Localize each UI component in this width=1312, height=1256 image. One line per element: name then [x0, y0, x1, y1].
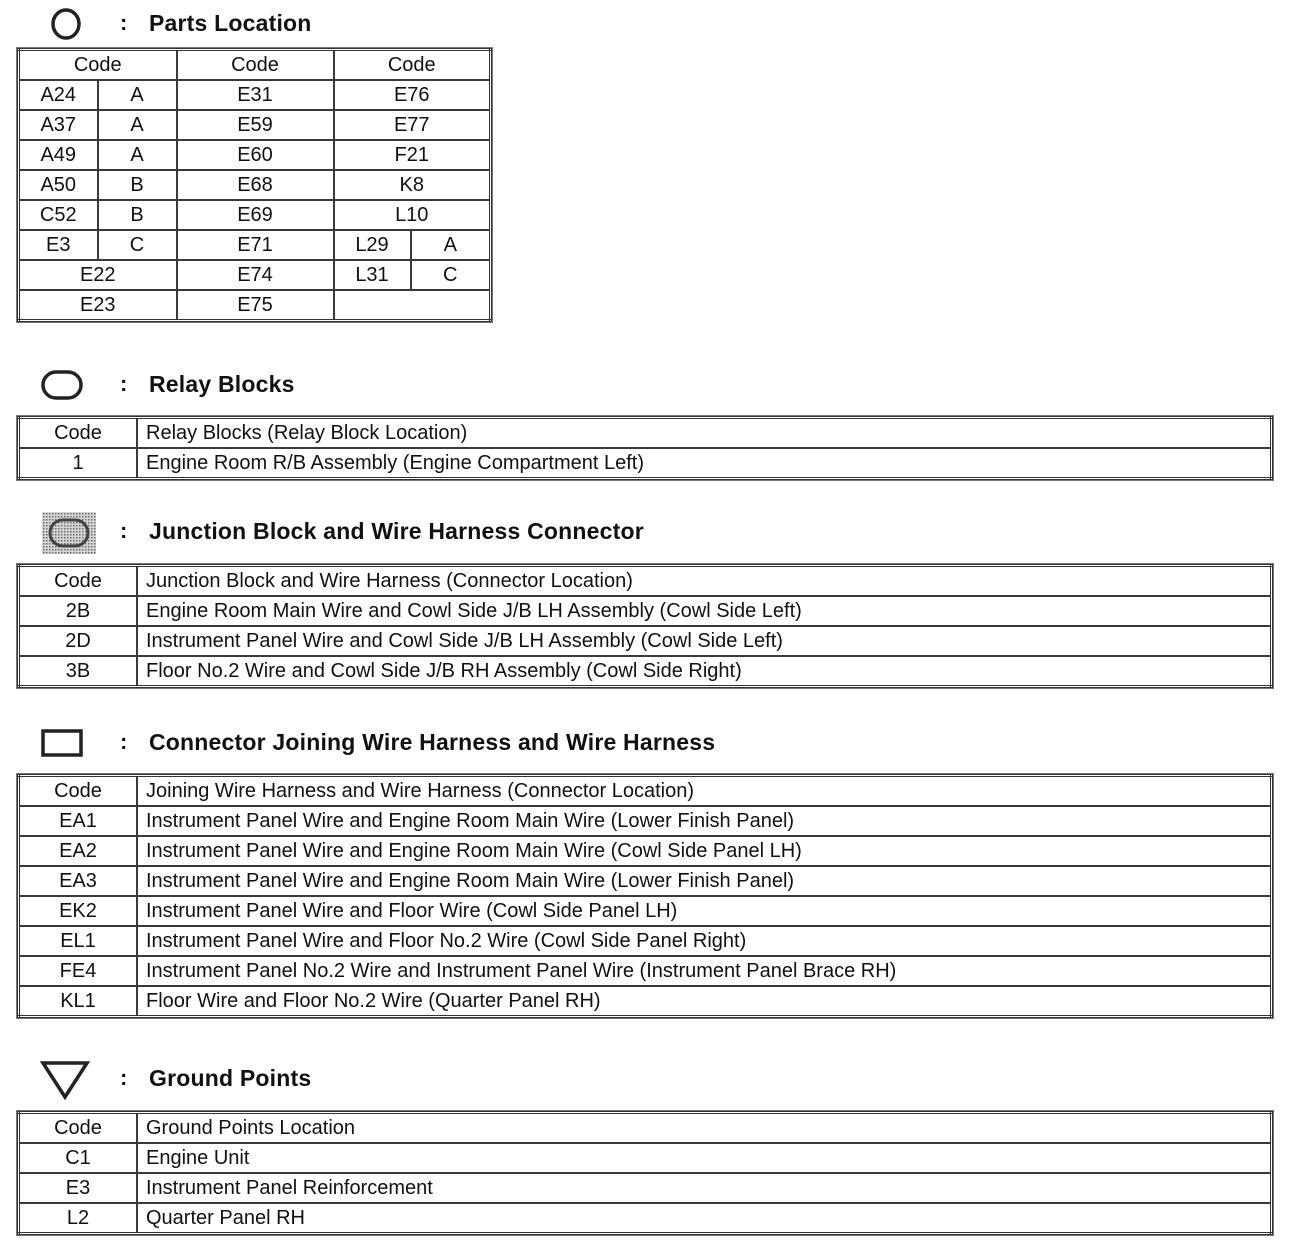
section-title: Parts Location — [149, 10, 312, 36]
code-suffix-cell: A — [98, 80, 177, 110]
section-header-junction-block — [0, 512, 1290, 552]
table-header-row — [19, 566, 1272, 597]
code-suffix-cell: A — [98, 140, 177, 170]
relay-blocks-table — [17, 416, 1273, 480]
table-row — [19, 986, 1272, 1017]
code-cell: F21 — [334, 140, 491, 170]
desc-cell: Instrument Panel Wire and Floor Wire (Cowl Side Panel LH) — [137, 896, 1272, 926]
header-desc: Ground Points Location — [137, 1113, 1272, 1144]
code-cell: E68 — [177, 170, 334, 200]
table-row — [19, 626, 1272, 656]
section-title: Junction Block and Wire Harness Connector — [149, 518, 644, 544]
section-header-ground-points — [0, 1059, 1290, 1099]
code-cell: L31 — [334, 260, 411, 290]
circle-icon — [46, 6, 86, 42]
table-row — [19, 448, 1272, 479]
table-row — [19, 140, 491, 170]
table-row — [19, 260, 491, 290]
code-cell: E59 — [177, 110, 334, 140]
table-row — [19, 956, 1272, 986]
connector-joining-table — [17, 774, 1273, 1018]
table-row — [19, 1173, 1272, 1203]
empty-cell — [334, 290, 491, 321]
code-cell: E23 — [19, 290, 177, 321]
code-cell: EK2 — [19, 896, 138, 926]
code-suffix-cell: B — [98, 200, 177, 230]
header-cell: Code — [177, 50, 334, 81]
table-row — [19, 230, 491, 260]
code-cell: E77 — [334, 110, 491, 140]
header-code: Code — [19, 418, 138, 449]
code-cell: E3 — [19, 1173, 138, 1203]
table-header-row — [19, 776, 1272, 807]
section-header-parts-location — [0, 4, 1290, 44]
table-row — [19, 80, 491, 110]
table-row — [19, 836, 1272, 866]
desc-cell: Floor Wire and Floor No.2 Wire (Quarter Panel RH) — [137, 986, 1272, 1017]
header-desc: Joining Wire Harness and Wire Harness (Connector Location) — [137, 776, 1272, 807]
code-cell: E75 — [177, 290, 334, 321]
header-code: Code — [19, 1113, 138, 1144]
table-header-row — [19, 418, 1272, 449]
code-suffix-cell: B — [98, 170, 177, 200]
code-cell: K8 — [334, 170, 491, 200]
code-cell: C52 — [19, 200, 98, 230]
desc-cell: Engine Room Main Wire and Cowl Side J/B LH Assembly (Cowl Side Left) — [137, 596, 1272, 626]
desc-cell: Instrument Panel Wire and Engine Room Main Wire (Lower Finish Panel) — [137, 806, 1272, 836]
junction-block-table — [17, 564, 1273, 688]
code-cell: KL1 — [19, 986, 138, 1017]
table-row — [19, 170, 491, 200]
desc-cell: Instrument Panel Wire and Engine Room Main Wire (Lower Finish Panel) — [137, 866, 1272, 896]
code-cell: L10 — [334, 200, 491, 230]
section-title: Ground Points — [149, 1065, 312, 1091]
code-suffix-cell: C — [98, 230, 177, 260]
table-row — [19, 866, 1272, 896]
desc-cell: Instrument Panel Wire and Floor No.2 Wire (Cowl Side Panel Right) — [137, 926, 1272, 956]
table-row — [19, 596, 1272, 626]
section-colon: : — [120, 518, 128, 543]
table-header-row — [19, 50, 491, 81]
table-row — [19, 656, 1272, 687]
desc-cell: Instrument Panel No.2 Wire and Instrument Panel Wire (Instrument Panel Brace RH) — [137, 956, 1272, 986]
code-cell: EA2 — [19, 836, 138, 866]
code-cell: E60 — [177, 140, 334, 170]
table-row — [19, 200, 491, 230]
code-suffix-cell: C — [411, 260, 491, 290]
header-desc: Junction Block and Wire Harness (Connector Location) — [137, 566, 1272, 597]
header-code: Code — [19, 776, 138, 807]
section-colon: : — [120, 729, 128, 754]
code-cell: EA1 — [19, 806, 138, 836]
code-cell: E76 — [334, 80, 491, 110]
code-cell: A49 — [19, 140, 98, 170]
desc-cell: Floor No.2 Wire and Cowl Side J/B RH Assembly (Cowl Side Right) — [137, 656, 1272, 687]
triangle-down-icon — [38, 1059, 92, 1101]
code-cell: FE4 — [19, 956, 138, 986]
desc-cell: Instrument Panel Wire and Cowl Side J/B LH Assembly (Cowl Side Left) — [137, 626, 1272, 656]
code-cell: EA3 — [19, 866, 138, 896]
code-cell: L2 — [19, 1203, 138, 1234]
code-cell: 3B — [19, 656, 138, 687]
code-cell: A37 — [19, 110, 98, 140]
parts-location-table — [17, 48, 492, 322]
table-row — [19, 110, 491, 140]
code-cell: EL1 — [19, 926, 138, 956]
code-cell: C1 — [19, 1143, 138, 1173]
desc-cell: Engine Room R/B Assembly (Engine Compartment Left) — [137, 448, 1272, 479]
desc-cell: Quarter Panel RH — [137, 1203, 1272, 1234]
section-title: Connector Joining Wire Harness and Wire Harness — [149, 729, 716, 755]
rectangle-icon — [40, 727, 86, 759]
table-row — [19, 926, 1272, 956]
code-cell: E22 — [19, 260, 177, 290]
ground-points-table — [17, 1111, 1273, 1235]
table-row — [19, 896, 1272, 926]
code-suffix-cell: A — [411, 230, 491, 260]
section-colon: : — [120, 1065, 128, 1090]
code-suffix-cell: A — [98, 110, 177, 140]
rounded-oval-icon — [40, 369, 86, 401]
shaded-oval-icon — [40, 510, 98, 556]
code-cell: A50 — [19, 170, 98, 200]
header-cell: Code — [19, 50, 177, 81]
code-cell: E71 — [177, 230, 334, 260]
code-cell: E69 — [177, 200, 334, 230]
desc-cell: Instrument Panel Reinforcement — [137, 1173, 1272, 1203]
code-cell: L29 — [334, 230, 411, 260]
code-cell: E31 — [177, 80, 334, 110]
header-cell: Code — [334, 50, 491, 81]
table-row — [19, 290, 491, 321]
section-colon: : — [120, 10, 128, 35]
section-header-relay-blocks — [0, 365, 1290, 405]
code-cell: 1 — [19, 448, 138, 479]
section-title: Relay Blocks — [149, 371, 295, 397]
table-row — [19, 1143, 1272, 1173]
desc-cell: Instrument Panel Wire and Engine Room Main Wire (Cowl Side Panel LH) — [137, 836, 1272, 866]
table-header-row — [19, 1113, 1272, 1144]
section-header-connector-joining — [0, 723, 1290, 763]
code-cell: 2B — [19, 596, 138, 626]
header-desc: Relay Blocks (Relay Block Location) — [137, 418, 1272, 449]
desc-cell: Engine Unit — [137, 1143, 1272, 1173]
code-cell: 2D — [19, 626, 138, 656]
code-cell: E74 — [177, 260, 334, 290]
code-cell: A24 — [19, 80, 98, 110]
table-row — [19, 1203, 1272, 1234]
section-colon: : — [120, 371, 128, 396]
header-code: Code — [19, 566, 138, 597]
table-row — [19, 806, 1272, 836]
code-cell: E3 — [19, 230, 98, 260]
